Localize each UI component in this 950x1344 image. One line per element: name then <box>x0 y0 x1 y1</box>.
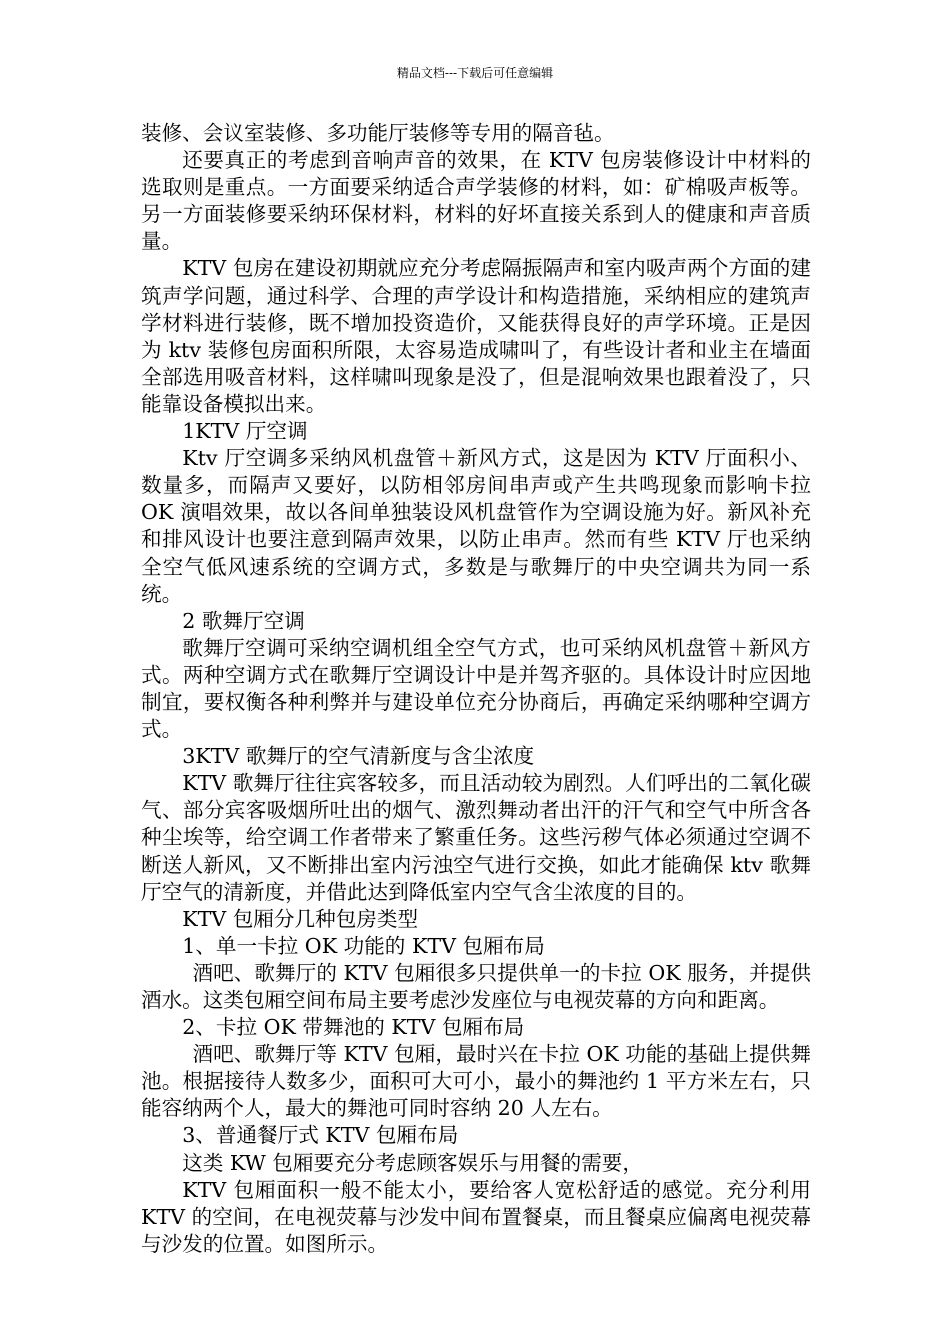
paragraph-soundproof-felt: 装修、会议室装修、多功能厅装修等专用的隔音毡。 <box>141 121 615 145</box>
heading-ktv-air-conditioning: 1KTV 厅空调 <box>182 419 308 444</box>
paragraph-dance-hall-air-conditioning: 歌舞厅空调可采纳空调机组全空气方式，也可采纳风机盘管＋新风方式。两种空调方式在歌舞厅空调设计中是并驾齐驱的。具体设计时应因地制宜，要权衡各种利弊并与建设单位充分协商后，再确定采纳哪种空调方式。 <box>141 635 811 742</box>
document-body <box>141 120 811 1258</box>
heading-dance-hall-air-conditioning: 2 歌舞厅空调 <box>182 608 305 633</box>
paragraph-dance-floor-layout: 酒吧、歌舞厅等 KTV 包厢，最时兴在卡拉 OK 功能的基础上提供舞池。根据接待人数多少，面积可大可小，最小的舞池约 1 平方米左右，只能容纳两个人，最大的舞池可同时容纳 20 人左右。 <box>141 1042 811 1121</box>
paragraph-room-size: KTV 包厢面积一般不能太小，要给客人宽松舒适的感觉。充分利用 KTV 的空间，在电视荧幕与沙发中间布置餐桌，而且餐桌应偏离电视荧幕与沙发的位置。如图所示。 <box>141 1177 811 1256</box>
heading-karaoke-only-layout: 1、单一卡拉 OK 功能的 KTV 包厢布局 <box>182 933 545 958</box>
heading-room-types: KTV 包厢分几种包房类型 <box>182 906 419 931</box>
heading-air-freshness: 3KTV 歌舞厅的空气清新度与含尘浓度 <box>182 744 535 769</box>
paragraph-air-freshness: KTV 歌舞厅往往宾客较多，而且活动较为剧烈。人们呼出的二氧化碳气、部分宾客吸烟所吐出的烟气、激烈舞动者出汗的汗气和空气中所含各种尘埃等，给空调工作者带来了繁重任务。这些污秽气体必须通过空调不断送人新风，又不断排出室内污浊空气进行交换，如此才能确保 ktv 歌舞厅空气的清新度，并借此达到降低室内空气含尘浓度的目的。 <box>141 771 811 904</box>
paragraph-ktv-air-conditioning: Ktv 厅空调多采纳风机盘管＋新风方式，这是因为 KTV 厅面积小、数量多，而隔声又要好，以防相邻房间串声或产生共鸣现象而影响卡拉 OK 演唱效果，故以各间单独装设风机盘管作为空调设施为好。新风补充和排风设计也要注意到隔声效果，以防止串声。然而有些 KTV 厅也采纳全空气低风速系统的空调方式，多数是与歌舞厅的中央空调共为同一系统。 <box>141 446 811 606</box>
heading-dining-layout: 3、普通餐厅式 KTV 包厢布局 <box>182 1123 459 1148</box>
paragraph-material-selection: 还要真正的考虑到音响声音的效果，在 KTV 包房装修设计中材料的选取则是重点。一方面要采纳适合声学装修的材料，如：矿棉吸声板等。另一方面装修要采纳环保材料，材料的好坏直接关系到人的健康和声音质量。 <box>141 148 811 254</box>
page-header: 精品文档---下载后可任意编辑 <box>396 66 554 80</box>
paragraph-architectural-acoustics: KTV 包房在建设初期就应充分考虑隔振隔声和室内吸声两个方面的建筑声学问题，通过科学、合理的声学设计和构造措施，采纳相应的建筑声学材料进行装修，既不增加投资造价，又能获得良好的声学环境。正是因为 ktv 装修包房面积所限，太容易造成啸叫了，有些设计者和业主在墙面全部选用吸音材料，这样啸叫现象是没了，但是混响效果也跟着没了，只能靠设备模拟出来。 <box>141 256 811 416</box>
paragraph-dining-needs: 这类 KW 包厢要充分考虑顾客娱乐与用餐的需要， <box>182 1150 643 1175</box>
heading-dance-floor-layout: 2、卡拉 OK 带舞池的 KTV 包厢布局 <box>182 1015 525 1040</box>
paragraph-karaoke-only-layout: 酒吧、歌舞厅的 KTV 包厢很多只提供单一的卡拉 OK 服务，并提供酒水。这类包厢空间布局主要考虑沙发座位与电视荧幕的方向和距离。 <box>141 960 811 1012</box>
